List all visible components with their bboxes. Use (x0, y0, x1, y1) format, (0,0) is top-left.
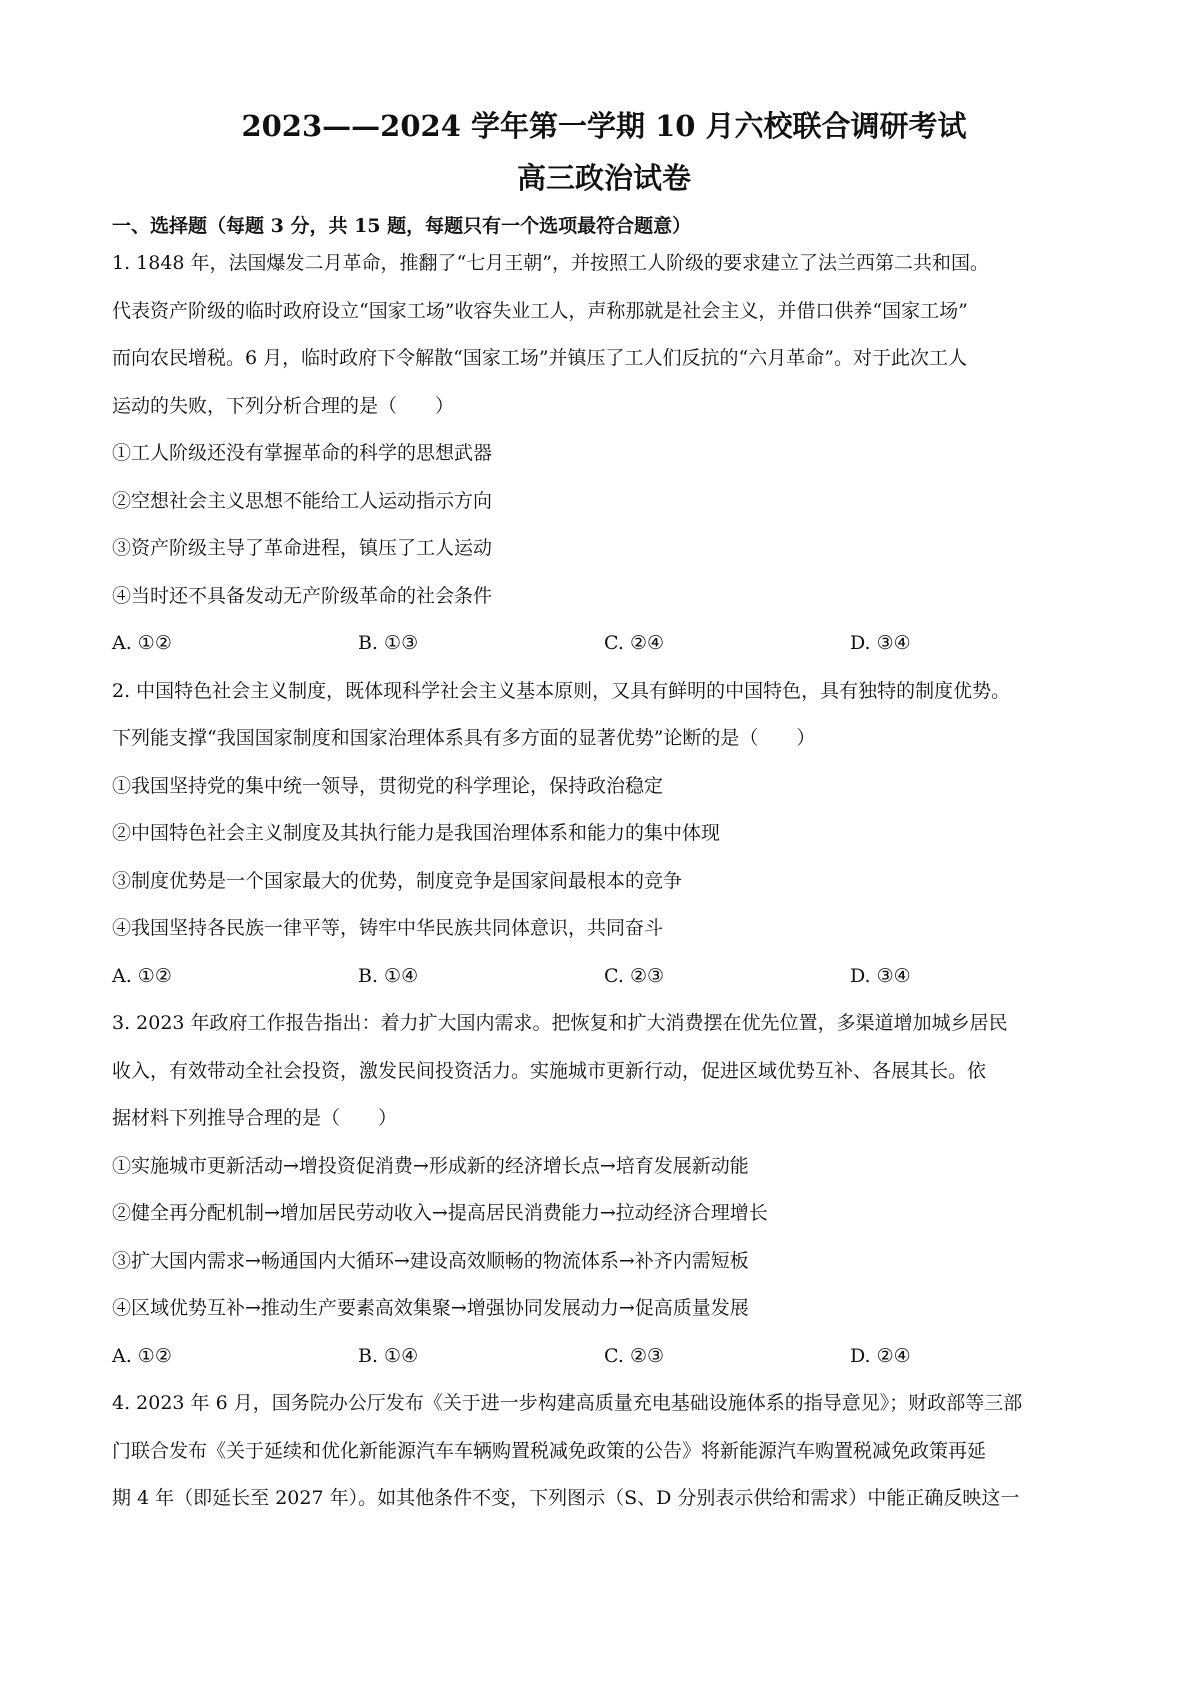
statement-3: ③制度优势是一个国家最大的优势，制度竞争是国家间最根本的竞争 (112, 869, 683, 892)
choice-b[interactable]: B. ①③ (358, 632, 419, 654)
exam-title: 2023——2024 学年第一学期 10 月六校联合调研考试 (241, 109, 967, 143)
statement-4: ④区域优势互补→推动生产要素高效集聚→增强协同发展动力→促高质量发展 (112, 1297, 749, 1319)
statement-1: ①工人阶级还没有掌握革命的科学的思想武器 (112, 442, 493, 464)
statement-3: ③资产阶级主导了革命进程，镇压了工人运动 (112, 537, 493, 559)
choice-b[interactable]: B. ①④ (358, 964, 419, 987)
question-stem-line: 收入，有效带动全社会投资，激发民间投资活力。实施城市更新行动，促进区域优势互补、各展其长。依 (112, 1059, 987, 1082)
question-stem-line: 4. 2023 年 6 月，国务院办公厅发布《关于进一步构建高质量充电基础设施体系的指导意见》；财政部等三部 (112, 1392, 1023, 1414)
question-stem-line: 门联合发布《关于延续和优化新能源汽车车辆购置税减免政策的公告》将新能源汽车购置税减免政策再延 (112, 1439, 987, 1462)
question-2 (112, 668, 1096, 1001)
choice-b[interactable]: B. ①④ (358, 1344, 419, 1367)
choice-d[interactable]: D. ③④ (850, 964, 911, 987)
question-stem-line: 2. 中国特色社会主义制度，既体现科学社会主义基本原则，又具有鲜明的中国特色，具有独特的制度优势。 (112, 679, 1011, 702)
exam-subtitle: 高三政治试卷 (516, 161, 691, 195)
question-stem-line: 据材料下列推导合理的是（ ） (112, 1107, 398, 1129)
choice-a[interactable]: A. ①② (112, 1344, 172, 1367)
question-stem-line: 3. 2023 年政府工作报告指出：着力扩大国内需求。把恢复和扩大消费摆在优先位置，多渠道增加城乡居民 (112, 1012, 1008, 1034)
statement-1: ①实施城市更新活动→增投资促消费→形成新的经济增长点→培育发展新动能 (112, 1154, 749, 1177)
answer-choices (112, 953, 1096, 1001)
question-stem-line: 期 4 年（即延长至 2027 年）。如其他条件不变，下列图示（S、D 分别表示供给和需求）中能正确反映这一 (112, 1487, 1020, 1509)
statement-4: ④当时还不具备发动无产阶级革命的社会条件 (112, 584, 493, 607)
answer-choices (112, 620, 1096, 668)
choice-c[interactable]: C. ②④ (604, 632, 665, 654)
statement-2: ②中国特色社会主义制度及其执行能力是我国治理体系和能力的集中体现 (112, 822, 721, 844)
question-4 (112, 1380, 1096, 1523)
statement-2: ②空想社会主义思想不能给工人运动指示方向 (112, 489, 493, 512)
question-3 (112, 1000, 1096, 1380)
statement-3: ③扩大国内需求→畅通国内大循环→建设高效顺畅的物流体系→补齐内需短板 (112, 1249, 749, 1272)
choice-d[interactable]: D. ③④ (850, 632, 911, 654)
choice-a[interactable]: A. ①② (112, 632, 172, 654)
choice-d[interactable]: D. ②④ (850, 1344, 911, 1367)
question-stem-line: 1. 1848 年，法国爆发二月革命，推翻了“七月王朝”，并按照工人阶级的要求建立了法兰西第二共和国。 (112, 252, 989, 274)
section-heading: 一、选择题（每题 3 分，共 15 题，每题只有一个选项最符合题意） (112, 215, 692, 237)
statement-2: ②健全再分配机制→增加居民劳动收入→提高居民消费能力→拉动经济合理增长 (112, 1202, 768, 1224)
question-stem-line: 运动的失败，下列分析合理的是（ ） (112, 394, 455, 417)
choice-a[interactable]: A. ①② (112, 964, 172, 987)
choice-c[interactable]: C. ②③ (604, 964, 665, 987)
statement-1: ①我国坚持党的集中统一领导，贯彻党的科学理论，保持政治稳定 (112, 774, 664, 797)
question-stem-line: 代表资产阶级的临时政府设立“国家工场”收容失业工人，声称那就是社会主义，并借口供养“国家工场” (112, 299, 968, 322)
question-stem-line: 而向农民增税。6 月，临时政府下令解散“国家工场”并镇压了工人们反抗的“六月革命”。对于此次工人 (112, 347, 967, 369)
choice-c[interactable]: C. ②③ (604, 1344, 665, 1367)
question-1 (112, 240, 1096, 668)
answer-choices (112, 1333, 1096, 1381)
statement-4: ④我国坚持各民族一律平等，铸牢中华民族共同体意识，共同奋斗 (112, 917, 664, 939)
question-stem-line: 下列能支撑“我国国家制度和国家治理体系具有多方面的显著优势”论断的是（ ） (112, 727, 816, 749)
